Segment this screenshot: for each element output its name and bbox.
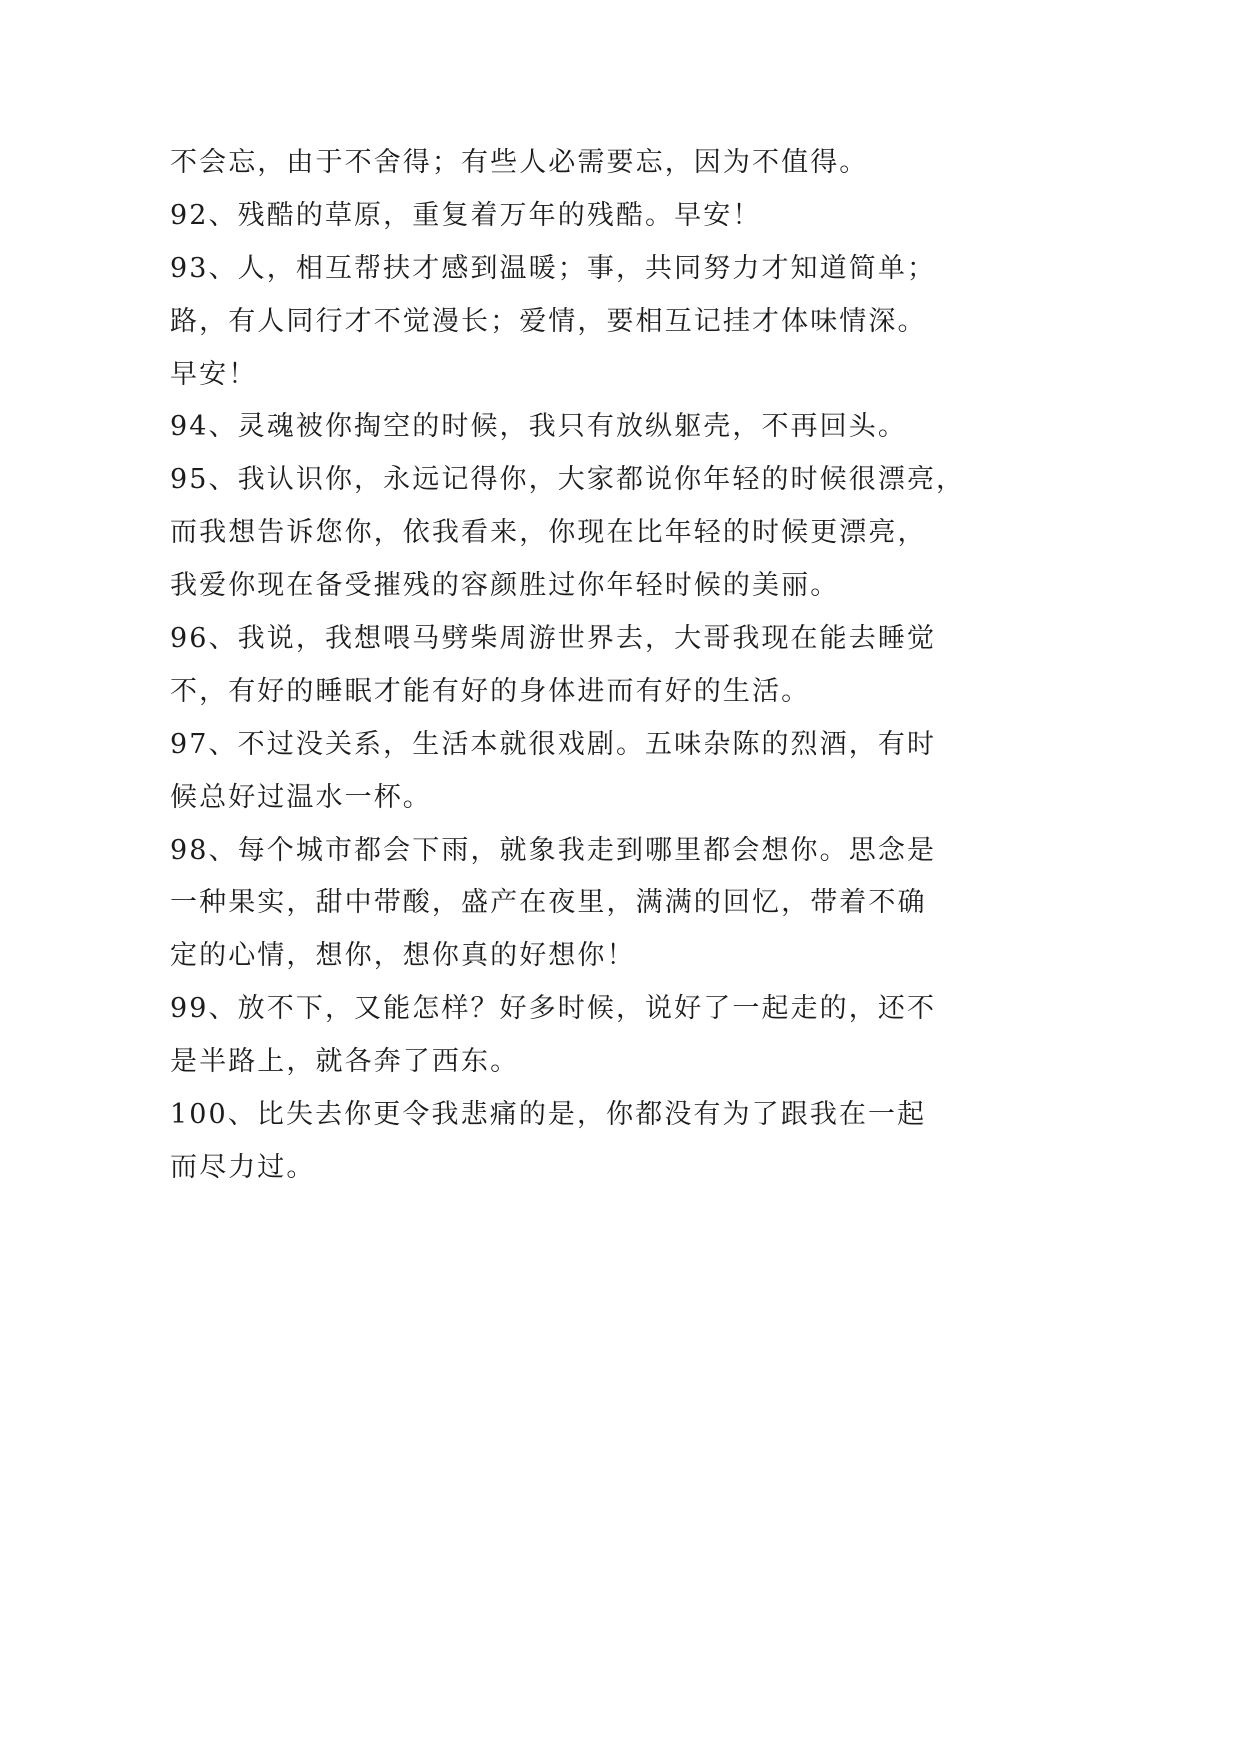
paragraph-line: 而我想告诉您你，依我看来，你现在比年轻的时候更漂亮， (170, 517, 927, 549)
paragraph-line: 而尽力过。 (170, 1151, 316, 1183)
paragraph-94 (170, 401, 990, 454)
paragraph-line: 95、我认识你，永远记得你，大家都说你年轻的时候很漂亮， (170, 464, 966, 496)
paragraph-line: 是半路上，就各奔了西东。 (170, 1046, 520, 1078)
paragraph-line: 不，有好的睡眠才能有好的身体进而有好的生活。 (170, 675, 811, 707)
paragraph-line: 92、残酷的草原，重复着万年的残酷。早安！ (170, 199, 762, 231)
paragraph-96 (170, 613, 990, 719)
paragraph-97 (170, 719, 990, 825)
paragraph-line: 98、每个城市都会下雨，就象我走到哪里都会想你。思念是 (170, 834, 937, 866)
paragraph-line: 定的心情，想你，想你真的好想你！ (170, 940, 636, 972)
paragraph-95 (170, 454, 990, 613)
paragraph-92 (170, 190, 990, 243)
paragraph-93 (170, 243, 990, 402)
paragraph-line: 候总好过温水一杯。 (170, 781, 432, 813)
paragraph-98 (170, 825, 990, 984)
paragraph-100 (170, 1089, 990, 1195)
paragraph-99 (170, 983, 990, 1089)
document-body (170, 137, 990, 1195)
paragraph-91-continuation (170, 137, 990, 190)
paragraph-line: 不会忘，由于不舍得；有些人必需要忘，因为不值得。 (170, 147, 869, 178)
paragraph-line: 93、人，相互帮扶才感到温暖；事，共同努力才知道简单； (170, 252, 937, 284)
paragraph-line: 94、灵魂被你掏空的时候，我只有放纵躯壳，不再回头。 (170, 411, 907, 443)
paragraph-line: 99、放不下，又能怎样？好多时候，说好了一起走的，还不 (170, 993, 937, 1025)
paragraph-line: 路，有人同行才不觉漫长；爱情，要相互记挂才体味情深。 (170, 305, 927, 337)
paragraph-line: 早安！ (170, 358, 258, 390)
paragraph-line: 一种果实，甜中带酸，盛产在夜里，满满的回忆，带着不确 (170, 887, 927, 919)
paragraph-line: 97、不过没关系，生活本就很戏剧。五味杂陈的烈酒，有时 (170, 728, 937, 760)
paragraph-line: 96、我说，我想喂马劈柴周游世界去，大哥我现在能去睡觉 (170, 623, 937, 655)
paragraph-line: 我爱你现在备受摧残的容颜胜过你年轻时候的美丽。 (170, 570, 840, 602)
paragraph-line: 100、比失去你更令我悲痛的是，你都没有为了跟我在一起 (170, 1099, 927, 1131)
